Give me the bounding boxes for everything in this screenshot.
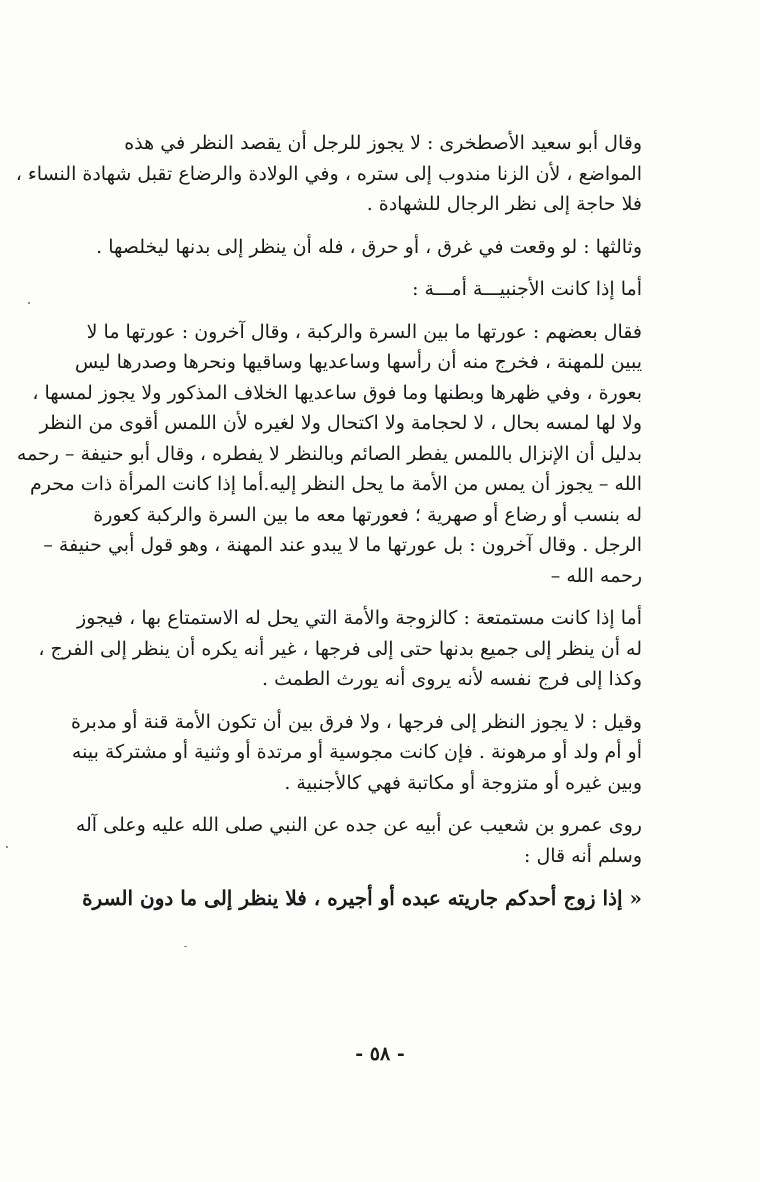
paragraph-1 — [15, 128, 642, 220]
text-line: وسلم أنه قال : — [524, 844, 642, 867]
text-line: أو أم ولد أو مرهونة . فإن كانت مجوسية أو مرتدة أو وثنية أو مشتركة بينه — [71, 741, 642, 763]
paragraph-4 — [38, 603, 642, 695]
text-line: بعورة ، وفي ظهرها وبطنها وما فوق ساعديها الخلاف المذكور ولا يجوز لمسها ، — [32, 381, 642, 404]
section-heading — [118, 274, 642, 305]
text-line: له أن ينظر إلى جميع بدنها حتى إلى فرجها ، غير أنه يكره أن ينظر إلى الفرج ، — [38, 637, 642, 660]
text-line: وقال أبو سعيد الأصطخرى : لا يجوز للرجل أن يقصد النظر في هذه — [124, 132, 642, 154]
paragraph-2 — [96, 232, 642, 263]
paragraph-6 — [75, 810, 642, 871]
text-line: فقال بعضهم : عورتها ما بين السرة والركبة ، وقال آخرون : عورتها ما لا — [86, 320, 642, 343]
paragraph-3 — [16, 317, 642, 592]
text-line: وقيل : لا يجوز النظر إلى فرجها ، ولا فرق بين أن تكون الأمة قنة أو مدبرة — [71, 710, 642, 733]
text-line: الرجل . وقال آخرون : بل عورتها ما لا يبدو عند المهنة ، وهو قول أبي حنيفة – — [43, 534, 642, 556]
text-line: « إذا زوج أحدكم جاريته عبده أو أجيره ، فلا ينظر إلى ما دون السرة — [82, 886, 642, 910]
text-line: وكذا إلى فرج نفسه لأنه يروى أنه يورث الطمث . — [262, 668, 642, 690]
paragraph-5 — [71, 707, 642, 799]
text-line: بدليل أن الإنزال باللمس يفطر الصائم وبالنظر لا يفطره ، وقال أبو حنيفة – رحمه — [16, 442, 642, 465]
text-line: له بنسب أو رضاع أو صهرية ؛ فعورتها معه ما بين السرة والركبة كعورة — [93, 503, 642, 526]
text-line: الله – يجوز أن يمس من الأمة ما يحل النظر إليه.أما إذا كانت المرأة ذات محرم — [30, 473, 642, 495]
text-line: ولا لها لمسه بحال ، لا لحجامة ولا اكتحال ولا لغيره لأن اللمس أقوى من النظر — [39, 412, 642, 434]
page-number: - ٥٨ - — [355, 1043, 405, 1065]
text-line: المواضع ، لأن الزنا مندوب إلى ستره ، وفي الولادة والرضاع تقبل شهادة النساء ، — [15, 162, 642, 185]
scan-speck — [6, 846, 8, 848]
text-line: أما إذا كانت الأجنبيـــة أمـــة : — [412, 278, 642, 300]
text-line: وثالثها : لو وقعت في غرق ، أو حرق ، فله أن ينظر إلى بدنها ليخلصها . — [96, 235, 642, 258]
text-line: فلا حاجة إلى نظر الرجال للشهادة . — [366, 193, 642, 215]
text-line: يبين للمهنة ، فخرج منه أن رأسها وساعديها وساقيها ونحرها وصدرها ليس — [74, 351, 642, 373]
text-line: روى عمرو بن شعيب عن أبيه عن جده عن النبي صلى الله عليه وعلى آله — [75, 814, 642, 836]
hadith-quote — [82, 883, 642, 914]
scan-speck — [28, 302, 30, 304]
scan-speck — [184, 946, 187, 947]
text-line: أما إذا كانت مستمتعة : كالزوجة والأمة التي يحل له الاستمتاع بها ، فيجوز — [77, 607, 642, 629]
text-line: وبين غيره أو متزوجة أو مكاتبة فهي كالأجنبية . — [284, 771, 642, 794]
text-line: رحمه الله – — [550, 564, 642, 587]
page-body — [15, 128, 642, 914]
